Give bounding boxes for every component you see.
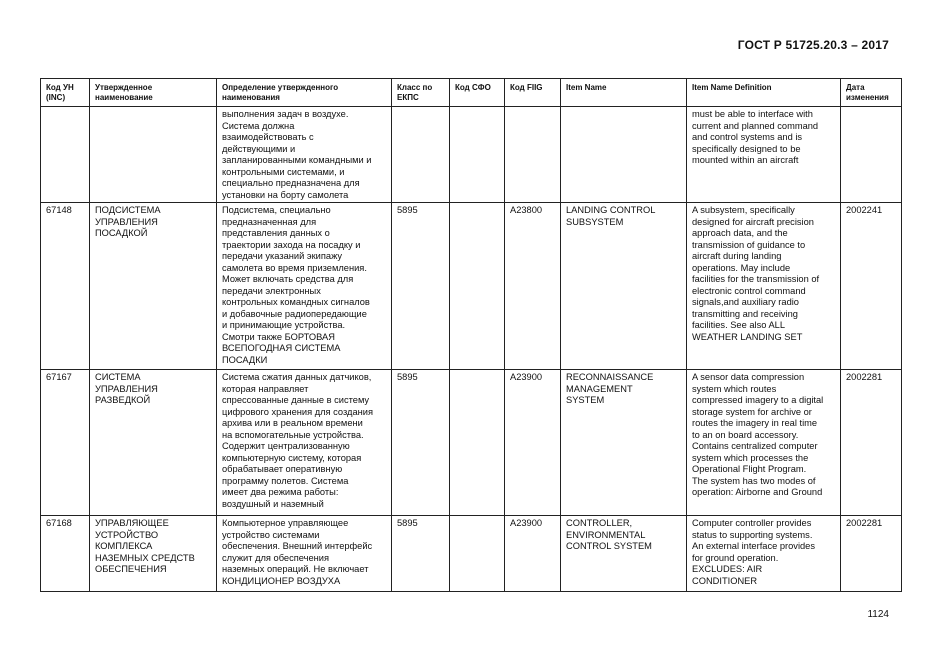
- cell-sfo: [450, 203, 505, 370]
- cell-class: 5895: [392, 516, 450, 592]
- cell-class: 5895: [392, 203, 450, 370]
- cell-sfo: [450, 107, 505, 203]
- cell-class: [392, 107, 450, 203]
- col-header-item-name: Item Name: [561, 79, 687, 107]
- cell-date: 2002241: [841, 203, 902, 370]
- cell-item-name: RECONNAISSANCE MANAGEMENT SYSTEM: [561, 370, 687, 516]
- cell-class: 5895: [392, 370, 450, 516]
- gost-table: [40, 78, 902, 592]
- cell-fiig: [505, 107, 561, 203]
- table-header-row: [41, 79, 902, 107]
- document-id: ГОСТ Р 51725.20.3 – 2017: [737, 38, 889, 52]
- cell-definition-ru: Подсистема, специально предназначенная для представления данных о траектории захода на посадку и передачи указаний экипажу самолета во время приземления. Может включать средства для передачи электронных контрольных командных сигналов и добавочные радиопередающие и принимающие устройства. Смотри также БОРТОВАЯ ВСЕПОГОДНАЯ СИСТЕМА ПОСАДКИ: [217, 203, 392, 370]
- col-header-code: Код УН (INC): [41, 79, 90, 107]
- cell-name-ru: [90, 107, 217, 203]
- cell-code: [41, 107, 90, 203]
- cell-fiig: A23800: [505, 203, 561, 370]
- cell-code: 67168: [41, 516, 90, 592]
- cell-date: 2002281: [841, 516, 902, 592]
- cell-item-name: LANDING CONTROL SUBSYSTEM: [561, 203, 687, 370]
- cell-fiig: A23900: [505, 516, 561, 592]
- cell-item-def: must be able to interface with current and planned command and control systems and is specifically designed to be mounted within an aircraft: [687, 107, 841, 203]
- col-header-name-ru: Утвержденное наименование: [90, 79, 217, 107]
- cell-item-name: [561, 107, 687, 203]
- cell-definition-ru: Компьютерное управляющее устройство системами обеспечения. Внешний интерфейс служит для обеспечения наземных операций. Не включает КОНДИЦИОНЕР ВОЗДУХА: [217, 516, 392, 592]
- cell-name-ru: ПОДСИСТЕМА УПРАВЛЕНИЯ ПОСАДКОЙ: [90, 203, 217, 370]
- col-header-sfo: Код СФО: [450, 79, 505, 107]
- table-row: [41, 107, 902, 203]
- page-number: 1124: [867, 609, 889, 620]
- col-header-date: Дата изменения: [841, 79, 902, 107]
- cell-sfo: [450, 516, 505, 592]
- table-row: [41, 370, 902, 516]
- cell-fiig: A23900: [505, 370, 561, 516]
- cell-name-ru: УПРАВЛЯЮЩЕЕ УСТРОЙСТВО КОМПЛЕКСА НАЗЕМНЫХ СРЕДСТВ ОБЕСПЕЧЕНИЯ: [90, 516, 217, 592]
- cell-date: 2002281: [841, 370, 902, 516]
- col-header-item-def: Item Name Definition: [687, 79, 841, 107]
- col-header-definition-ru: Определение утвержденного наименования: [217, 79, 392, 107]
- col-header-class: Класс по ЕКПС: [392, 79, 450, 107]
- cell-item-name: CONTROLLER, ENVIRONMENTAL CONTROL SYSTEM: [561, 516, 687, 592]
- cell-sfo: [450, 370, 505, 516]
- cell-definition-ru: Система сжатия данных датчиков, которая направляет спрессованные данные в систему цифрового хранения для создания архива или в реальном времени на вспомогательные устройства. Содержит централизованную компьютерную систему, которая обрабатывает оперативную программу полетов. Система имеет два режима работы: воздушный и наземный: [217, 370, 392, 516]
- cell-definition-ru: выполнения задач в воздухе. Система должна взаимодействовать с действующими и запланированными командными и контрольными системами, и специально предназначена для установки на борту самолета: [217, 107, 392, 203]
- col-header-fiig: Код FIIG: [505, 79, 561, 107]
- cell-name-ru: СИСТЕМА УПРАВЛЕНИЯ РАЗВЕДКОЙ: [90, 370, 217, 516]
- cell-code: 67167: [41, 370, 90, 516]
- cell-item-def: A sensor data compression system which routes compressed imagery to a digital storage system for archive or routes the imagery in real time to an on board accessory. Contains centralized computer system which processes the Operational Flight Program. The system has two modes of operation: Airborne and Ground: [687, 370, 841, 516]
- cell-item-def: A subsystem, specifically designed for aircraft precision approach data, and the transmission of guidance to aircraft during landing operations. May include facilities for the transmission of electronic control command signals,and auxiliary radio transmitting and receiving facilities. See also ALL WEATHER LANDING SET: [687, 203, 841, 370]
- cell-date: [841, 107, 902, 203]
- table-row: [41, 203, 902, 370]
- cell-code: 67148: [41, 203, 90, 370]
- table-row: [41, 516, 902, 592]
- cell-item-def: Computer controller provides status to supporting systems. An external interface provides for ground operation. EXCLUDES: AIR CONDITIONER: [687, 516, 841, 592]
